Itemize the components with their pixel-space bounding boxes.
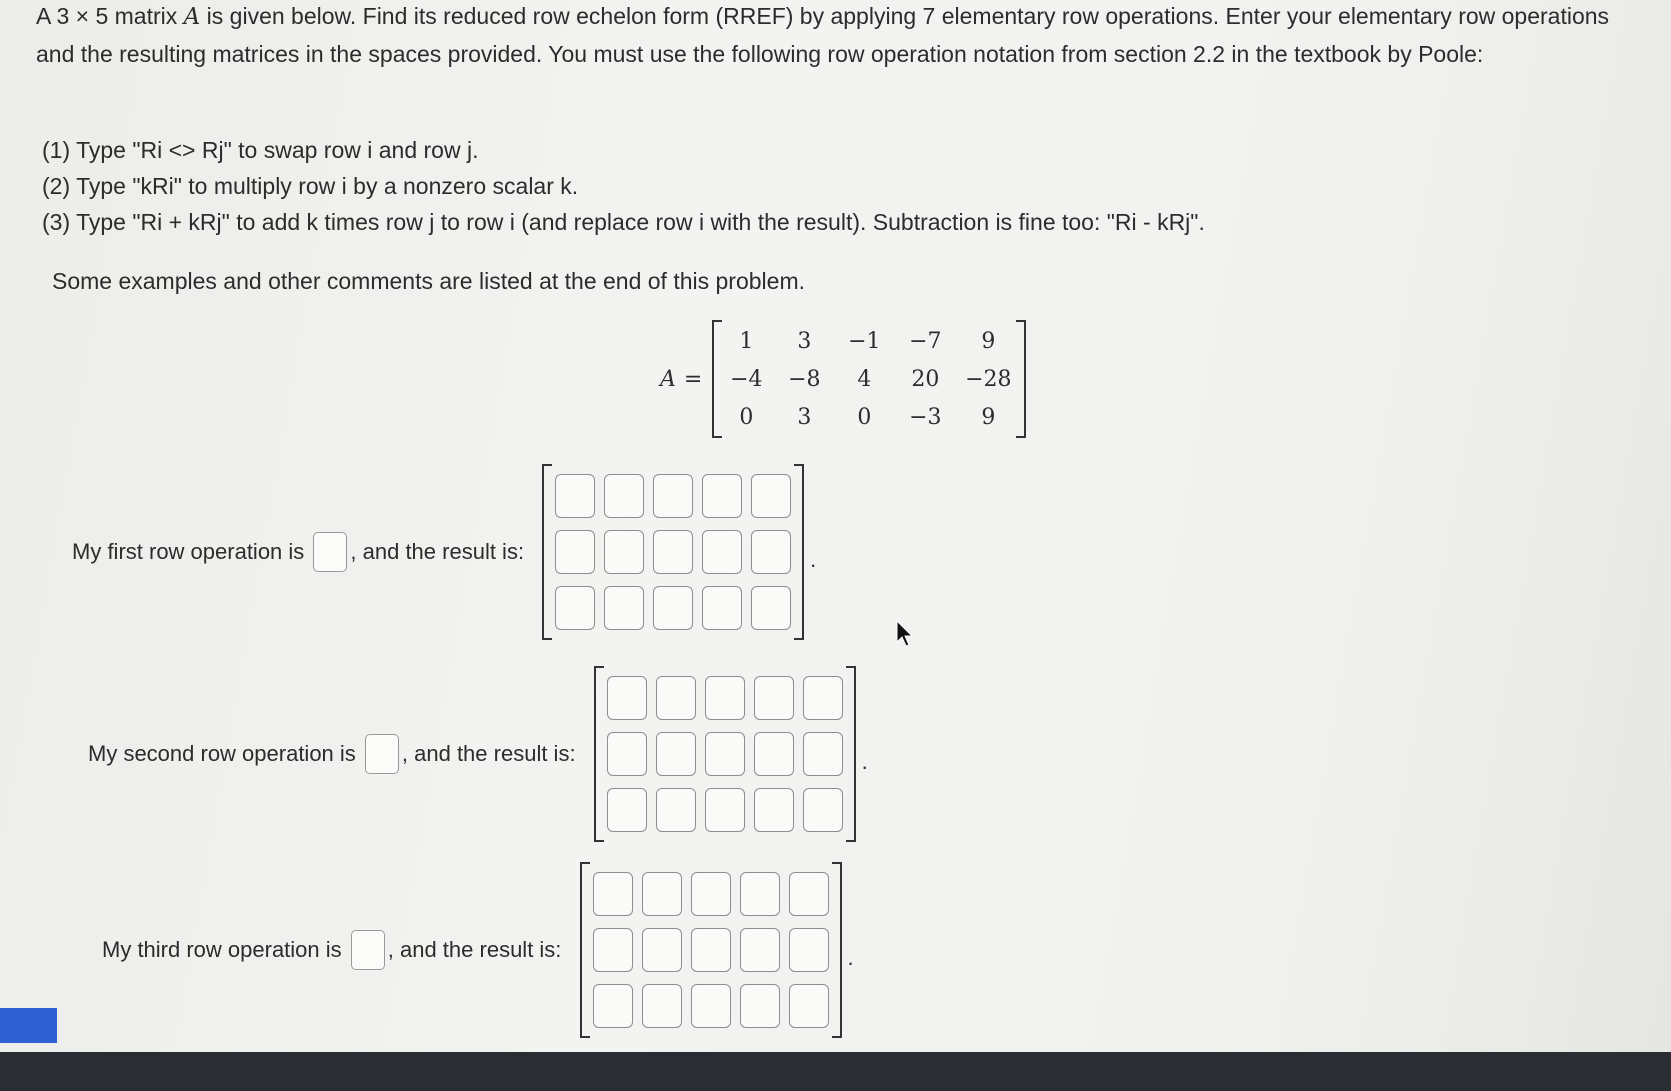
matrix-entry: −8 bbox=[788, 366, 821, 392]
result-cell-input[interactable] bbox=[642, 984, 682, 1028]
result-cell-input[interactable] bbox=[803, 676, 843, 720]
result-cell-input[interactable] bbox=[593, 928, 633, 972]
operation-2-input[interactable] bbox=[365, 734, 399, 774]
operation-1-result-matrix bbox=[542, 464, 804, 640]
operation-2 bbox=[88, 666, 868, 842]
rule-add: (3) Type "Ri + kRj" to add k times row j to row i (and replace row i with the result). Subtraction is fine too: "Ri - kRj". bbox=[42, 209, 1205, 235]
matrix-a-entries bbox=[712, 320, 1026, 438]
rule-scale: (2) Type "kRi" to multiply row i by a nonzero scalar k. bbox=[42, 173, 579, 199]
result-cell-input[interactable] bbox=[691, 984, 731, 1028]
period: . bbox=[810, 547, 817, 572]
result-cell-input[interactable] bbox=[691, 928, 731, 972]
period: . bbox=[861, 749, 868, 774]
matrix-entry: 0 bbox=[857, 404, 872, 430]
operation-3-suffix: , and the result is: bbox=[387, 937, 568, 962]
result-cell-input[interactable] bbox=[751, 586, 791, 630]
result-cell-input[interactable] bbox=[803, 732, 843, 776]
matrix-entry: 1 bbox=[739, 328, 754, 354]
matrix-a-label: A bbox=[660, 366, 676, 392]
matrix-entry: −28 bbox=[965, 366, 1012, 392]
result-cell-input[interactable] bbox=[740, 984, 780, 1028]
operation-1-suffix: , and the result is: bbox=[350, 539, 531, 564]
result-cell-input[interactable] bbox=[740, 928, 780, 972]
matrix-entry: 0 bbox=[739, 404, 754, 430]
matrix-entry: −3 bbox=[909, 404, 942, 430]
result-cell-input[interactable] bbox=[702, 530, 742, 574]
operation-2-suffix: , and the result is: bbox=[401, 741, 582, 766]
matrix-entry: 9 bbox=[981, 404, 996, 430]
result-cell-input[interactable] bbox=[593, 872, 633, 916]
result-cell-input[interactable] bbox=[607, 788, 647, 832]
notation-rules bbox=[42, 132, 1205, 240]
mouse-cursor-icon bbox=[896, 620, 914, 648]
operation-1-input[interactable] bbox=[313, 532, 347, 572]
result-cell-input[interactable] bbox=[593, 984, 633, 1028]
operation-3 bbox=[102, 862, 854, 1038]
operation-1 bbox=[72, 464, 816, 640]
operation-3-input[interactable] bbox=[351, 930, 385, 970]
result-cell-input[interactable] bbox=[789, 872, 829, 916]
result-cell-input[interactable] bbox=[740, 872, 780, 916]
matrix-entry: 20 bbox=[911, 366, 940, 392]
result-cell-input[interactable] bbox=[691, 872, 731, 916]
monitor-bezel bbox=[0, 1052, 1671, 1091]
result-cell-input[interactable] bbox=[555, 586, 595, 630]
result-cell-input[interactable] bbox=[751, 474, 791, 518]
intro-matrix-symbol: A bbox=[183, 4, 201, 30]
result-cell-input[interactable] bbox=[702, 586, 742, 630]
matrix-a bbox=[660, 320, 1026, 438]
progress-tab[interactable] bbox=[0, 1008, 57, 1043]
result-cell-input[interactable] bbox=[653, 474, 693, 518]
matrix-entry: 4 bbox=[857, 366, 872, 392]
matrix-entry: −1 bbox=[848, 328, 881, 354]
operation-3-result-matrix bbox=[580, 862, 842, 1038]
matrix-entry: −4 bbox=[730, 366, 763, 392]
equals-sign: = bbox=[683, 366, 703, 392]
matrix-entry: 3 bbox=[797, 328, 812, 354]
result-cell-input[interactable] bbox=[803, 788, 843, 832]
operation-1-prefix: My first row operation is bbox=[72, 539, 311, 564]
operation-2-result-matrix bbox=[594, 666, 856, 842]
result-cell-input[interactable] bbox=[754, 788, 794, 832]
result-cell-input[interactable] bbox=[751, 530, 791, 574]
result-cell-input[interactable] bbox=[656, 676, 696, 720]
result-cell-input[interactable] bbox=[555, 474, 595, 518]
result-cell-input[interactable] bbox=[642, 928, 682, 972]
matrix-entry: 9 bbox=[981, 328, 996, 354]
result-cell-input[interactable] bbox=[656, 732, 696, 776]
rule-swap: (1) Type "Ri <> Rj" to swap row i and row j. bbox=[42, 137, 479, 163]
result-cell-input[interactable] bbox=[705, 788, 745, 832]
matrix-entry: −7 bbox=[909, 328, 942, 354]
result-cell-input[interactable] bbox=[702, 474, 742, 518]
problem-statement bbox=[36, 0, 1636, 73]
result-cell-input[interactable] bbox=[555, 530, 595, 574]
result-cell-input[interactable] bbox=[705, 732, 745, 776]
result-cell-input[interactable] bbox=[604, 586, 644, 630]
result-cell-input[interactable] bbox=[656, 788, 696, 832]
period: . bbox=[847, 945, 854, 970]
intro-text-end: is given below. Find its reduced row echelon form (RREF) by applying 7 elementary row operations. Enter your elementary row operations and the resulting matrices in the spaces provided. You must use the following row operation notation from section 2.2 in the textbook by Poole: bbox=[36, 3, 1610, 67]
result-cell-input[interactable] bbox=[789, 928, 829, 972]
matrix-entry: 3 bbox=[797, 404, 812, 430]
result-cell-input[interactable] bbox=[754, 732, 794, 776]
result-cell-input[interactable] bbox=[754, 676, 794, 720]
operation-3-prefix: My third row operation is bbox=[102, 937, 348, 962]
result-cell-input[interactable] bbox=[607, 676, 647, 720]
result-cell-input[interactable] bbox=[642, 872, 682, 916]
result-cell-input[interactable] bbox=[604, 474, 644, 518]
result-cell-input[interactable] bbox=[653, 586, 693, 630]
intro-text-start: A 3 × 5 matrix bbox=[36, 3, 184, 29]
operation-2-prefix: My second row operation is bbox=[88, 741, 362, 766]
result-cell-input[interactable] bbox=[705, 676, 745, 720]
result-cell-input[interactable] bbox=[653, 530, 693, 574]
result-cell-input[interactable] bbox=[604, 530, 644, 574]
result-cell-input[interactable] bbox=[789, 984, 829, 1028]
result-cell-input[interactable] bbox=[607, 732, 647, 776]
examples-note: Some examples and other comments are listed at the end of this problem. bbox=[52, 268, 806, 294]
